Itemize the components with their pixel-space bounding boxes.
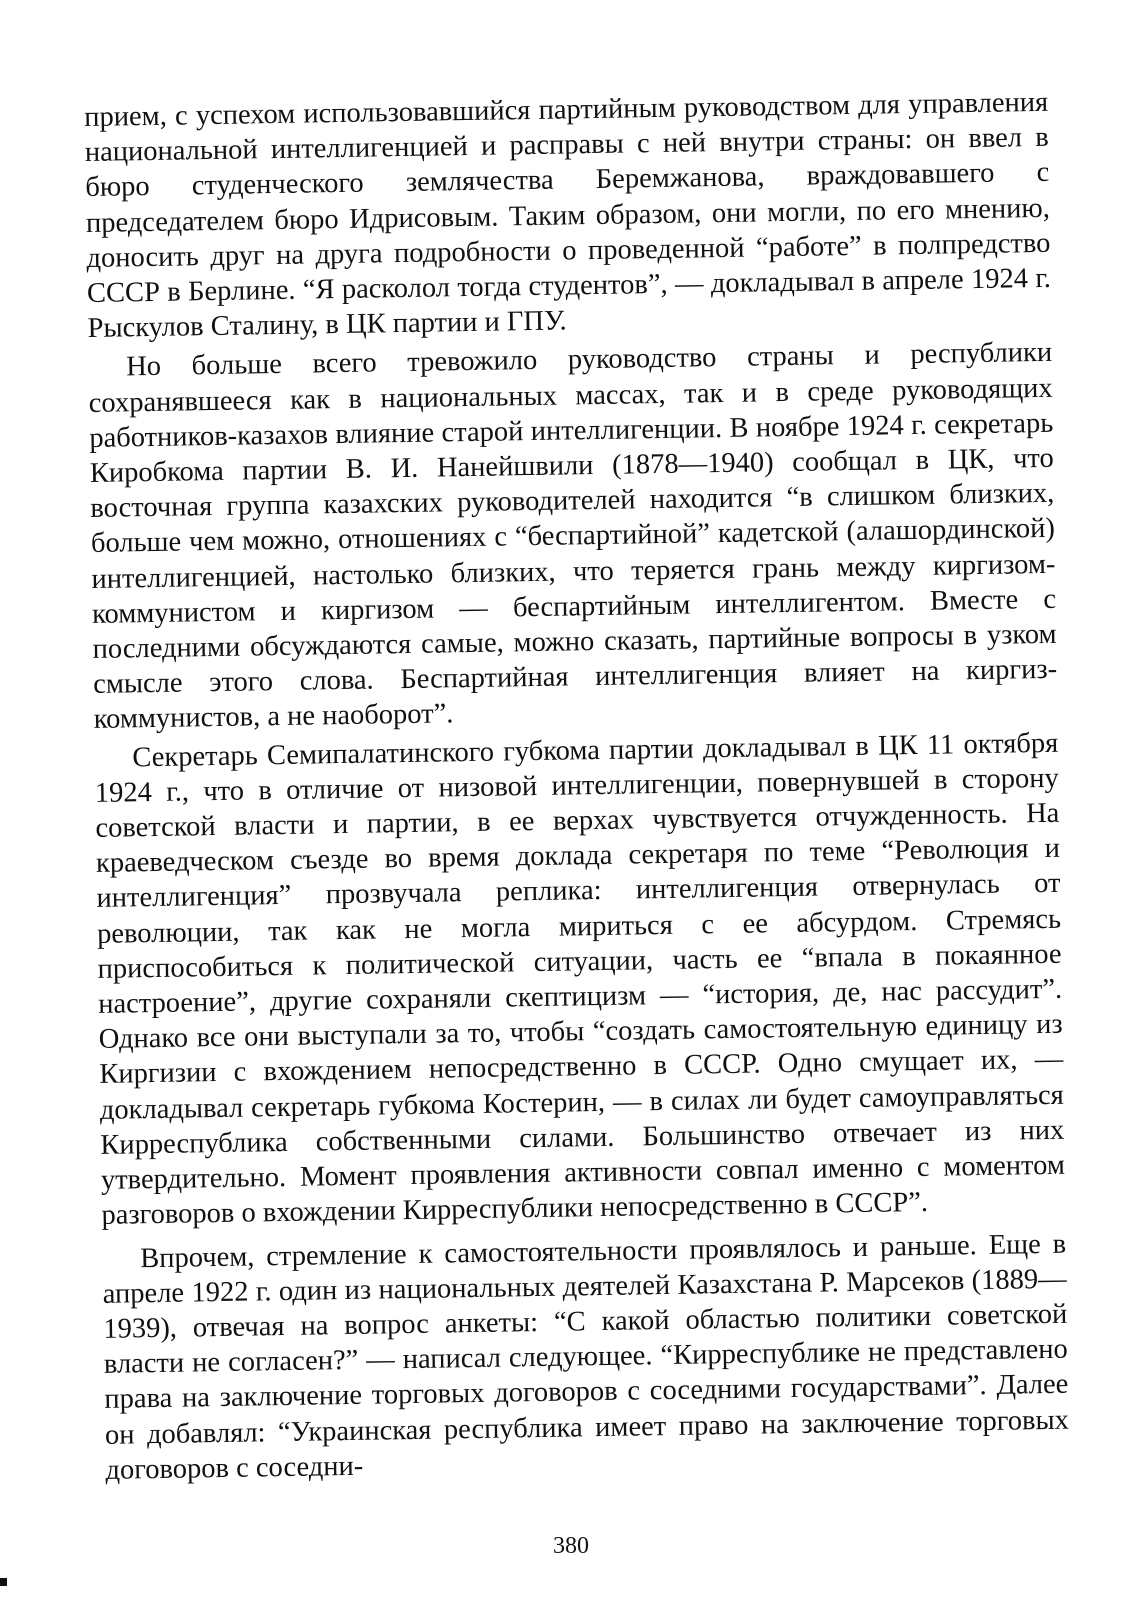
paragraph-2: Но больше всего тревожило руководство страны и республики сохранявшееся как в национальных массах, так и в среде руководящих работников-казахов влияние старой интеллигенции. В ноябре 1924 г. секретарь Киробкома партии В. И. Нанейшвили (1878—1940) сообщал в ЦК, что восточная группа казахских руководителей находится “в слишком близких, больше чем можно, отношениях с “беспартийной” кадетской (алашординской) интеллигенцией, настолько близких, что теряется грань между киргизом-коммунистом и киргизом — беспартийным интеллигентом. Вместе с последними обсуждаются самые, можно сказать, партийные вопросы в узком смысле этого слова. Беспартийная интеллигенция влияет на киргиз-коммунистов, а не наоборот”. <box>88 337 1058 736</box>
page-number: 380 <box>553 1533 589 1559</box>
paragraph-1: прием, с успехом использовавшийся партийным руководством для управления национальной интеллигенцией и расправы с ней внутри страны: он ввел в бюро студенческого землячества Беремжанова, враждовавшего с председателем бюро Идрисовым. Таким образом, они могли, по его мнению, доносить друг на друга подробности о проведенной “работе” в полпредство СССР в Берлине. “Я расколол тогда студентов”, — докладывал в апреле 1924 г. Рыскулов Сталину, в ЦК партии и ГПУ. <box>84 86 1052 345</box>
body-text <box>84 85 1070 1488</box>
paragraph-4: Впрочем, стремление к самостоятельности проявлялось и раньше. Еще в апреле 1922 г. один из национальных деятелей Казахстана Р. Марсеков (1889—1939), отвечая на вопрос анкеты: “С какой областью политики советской власти не согласен?” — написал следующее. “Кирреспублике не представлено права на заключение торговых договоров с соседними государствами”. Далее он добавлял: “Украинская республика имеет право на заключение торговых договоров с соседни- <box>102 1228 1070 1486</box>
scan-mark <box>0 1578 7 1586</box>
paragraph-3: Секретарь Семипалатинского губкома партии докладывал в ЦК 11 октября 1924 г., что в отличие от низовой интеллигенции, повернувшей в сторону советской власти и партии, в ее верхах чувствуется отчужденность. На краеведческом съезде во время доклада секретаря по теме “Революция и интеллигенция” прозвучала реплика: интеллигенция отвернулась от революции, так как не могла мириться с ее абсурдом. Стремясь приспособиться к политической ситуации, часть ее “впала в покаянное настроение”, другие сохраняли скептицизм — “история, де, нас рассудит”. Однако все они выступали за то, чтобы “создать самостоятельную единицу из Киргизии с вхождением непосредственно в СССР. Одно смущает их, — докладывал секретарь губкома Костерин, — в силах ли будет самоуправляться Кирреспублика собственными силами. Большинство отвечает из них утвердительно. Момент проявления активности совпал именно с моментом разговоров о вхождении Кирреспублики непосредственно в СССР”. <box>94 727 1066 1232</box>
